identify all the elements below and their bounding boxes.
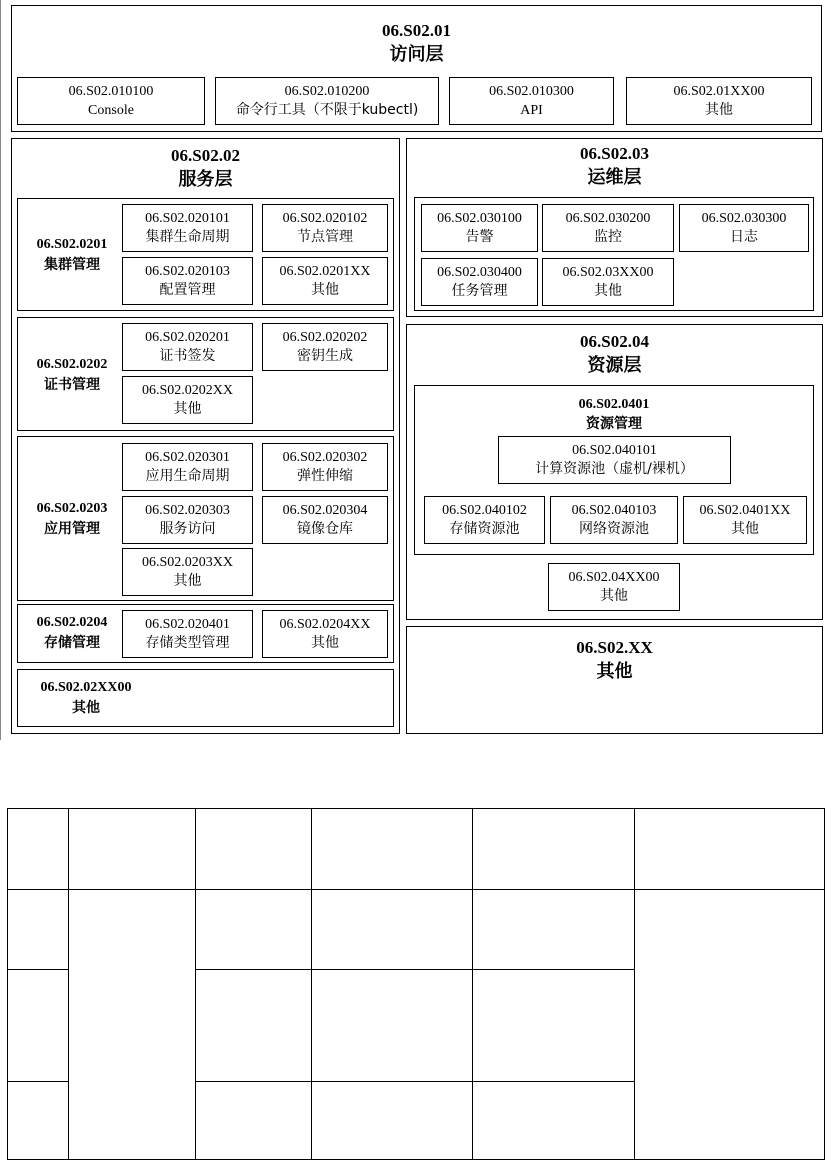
item-name: API bbox=[520, 103, 543, 118]
item-name: 其他 bbox=[594, 283, 622, 299]
item-name: 其他 bbox=[311, 635, 339, 651]
item-code: 06.S02.020102 bbox=[282, 211, 368, 226]
service-other-code: 06.S02.02XX00 bbox=[40, 680, 132, 695]
item-code: 06.S02.01XX00 bbox=[673, 84, 765, 99]
resource-layer-code: 06.S02.04 bbox=[580, 332, 649, 351]
item-name: 镜像仓库 bbox=[297, 521, 353, 537]
item-code: 06.S02.0204XX bbox=[279, 617, 371, 632]
cluster-other-box bbox=[262, 257, 388, 305]
storage-type-box bbox=[122, 610, 253, 658]
cert-issue-box bbox=[122, 323, 253, 371]
item-name: 集群生命周期 bbox=[145, 229, 230, 245]
item-name: 告警 bbox=[465, 229, 494, 245]
item-code: 06.S02.04XX00 bbox=[568, 570, 660, 585]
item-name: 任务管理 bbox=[451, 283, 508, 299]
item-name: 其他 bbox=[705, 102, 733, 118]
grid-vline bbox=[472, 809, 473, 1159]
item-code: 06.S02.020303 bbox=[145, 503, 230, 518]
ops-other-box bbox=[542, 258, 674, 306]
item-name: 存储资源池 bbox=[449, 521, 520, 537]
other-layer-code: 06.S02.XX bbox=[576, 638, 653, 657]
resource-layer-name: 资源层 bbox=[587, 355, 642, 376]
storage-mgmt-name: 存储管理 bbox=[44, 635, 100, 651]
other-layer-name: 其他 bbox=[596, 661, 633, 682]
item-code: 06.S02.040102 bbox=[442, 503, 527, 518]
cert-other-box bbox=[122, 376, 253, 424]
item-code: 06.S02.020103 bbox=[145, 264, 230, 279]
item-name: 节点管理 bbox=[297, 229, 353, 245]
service-other-title bbox=[30, 678, 142, 718]
item-name: 其他 bbox=[173, 401, 202, 417]
item-name: Console bbox=[88, 103, 134, 118]
item-code: 06.S02.0201XX bbox=[279, 264, 371, 279]
app-lifecycle-box bbox=[122, 443, 253, 491]
cluster-lifecycle-box bbox=[122, 204, 253, 252]
cert-mgmt-code: 06.S02.0202 bbox=[36, 357, 108, 372]
access-layer-title bbox=[12, 20, 821, 68]
storage-other-box bbox=[262, 610, 388, 658]
service-layer-title bbox=[12, 145, 399, 193]
task-mgmt-box bbox=[421, 258, 538, 306]
grid-hline bbox=[195, 969, 634, 970]
service-other-group bbox=[17, 669, 394, 727]
ops-layer-name: 运维层 bbox=[587, 167, 642, 188]
item-code: 06.S02.030400 bbox=[437, 265, 522, 280]
item-name: 服务访问 bbox=[159, 521, 216, 537]
storage-pool-box bbox=[424, 496, 545, 544]
cert-mgmt-name: 证书管理 bbox=[44, 377, 100, 393]
item-name: 配置管理 bbox=[159, 282, 216, 298]
item-name: 证书签发 bbox=[159, 348, 216, 364]
grid-vline bbox=[311, 809, 312, 1159]
access-cli-box bbox=[215, 77, 439, 125]
app-mgmt-name: 应用管理 bbox=[44, 521, 100, 537]
item-name: 密钥生成 bbox=[297, 348, 353, 364]
item-code: 06.S02.030200 bbox=[565, 211, 651, 226]
item-name: 其他 bbox=[311, 282, 339, 298]
monitor-box bbox=[542, 204, 674, 252]
cluster-mgmt-title bbox=[22, 235, 122, 275]
item-name: 应用生命周期 bbox=[145, 468, 230, 484]
item-code: 06.S02.040103 bbox=[571, 503, 657, 518]
access-other-box bbox=[626, 77, 812, 125]
resource-other-box bbox=[548, 563, 680, 611]
service-layer-code: 06.S02.02 bbox=[171, 146, 240, 165]
grid-hline bbox=[8, 969, 68, 970]
resource-mgmt-other-box bbox=[683, 496, 807, 544]
ops-layer-code: 06.S02.03 bbox=[580, 144, 649, 163]
access-layer-name: 访问层 bbox=[389, 44, 444, 65]
item-code: 06.S02.0202XX bbox=[141, 383, 233, 398]
item-name: 存储类型管理 bbox=[145, 635, 230, 651]
resource-mgmt-name: 资源管理 bbox=[586, 416, 642, 432]
item-code: 06.S02.03XX00 bbox=[562, 265, 654, 280]
image-edge-line bbox=[0, 0, 1, 740]
log-box bbox=[679, 204, 809, 252]
storage-mgmt-title bbox=[22, 613, 122, 653]
empty-grid-table bbox=[7, 808, 825, 1160]
other-layer bbox=[406, 626, 823, 734]
item-code: 06.S02.020101 bbox=[145, 211, 230, 226]
app-mgmt-code: 06.S02.0203 bbox=[36, 501, 108, 516]
item-code: 06.S02.020301 bbox=[145, 450, 230, 465]
item-code: 06.S02.020202 bbox=[282, 330, 368, 345]
access-layer-code: 06.S02.01 bbox=[382, 21, 451, 40]
item-code: 06.S02.030100 bbox=[437, 211, 522, 226]
other-layer-title bbox=[407, 637, 822, 685]
storage-mgmt-code: 06.S02.0204 bbox=[36, 615, 108, 630]
item-name: 监控 bbox=[594, 229, 622, 245]
item-code: 06.S02.030300 bbox=[701, 211, 787, 226]
app-other-box bbox=[122, 548, 253, 596]
resource-mgmt-title bbox=[415, 396, 813, 434]
item-name: 其他 bbox=[173, 573, 202, 589]
autoscale-box bbox=[262, 443, 388, 491]
item-code: 06.S02.0203XX bbox=[141, 555, 233, 570]
config-mgmt-box bbox=[122, 257, 253, 305]
ops-layer-title bbox=[407, 143, 822, 191]
app-mgmt-title bbox=[22, 499, 122, 539]
item-code: 06.S02.040101 bbox=[572, 443, 657, 458]
key-gen-box bbox=[262, 323, 388, 371]
item-name: 弹性伸缩 bbox=[297, 468, 353, 484]
image-repo-box bbox=[262, 496, 388, 544]
grid-hline bbox=[8, 889, 824, 890]
item-code: 06.S02.020304 bbox=[282, 503, 368, 518]
resource-layer-title bbox=[407, 331, 822, 379]
grid-hline bbox=[8, 1081, 68, 1082]
item-code: 06.S02.020401 bbox=[145, 617, 230, 632]
cluster-mgmt-code: 06.S02.0201 bbox=[36, 237, 108, 252]
item-name: 其他 bbox=[600, 588, 628, 604]
grid-hline bbox=[195, 1081, 634, 1082]
cluster-mgmt-name: 集群管理 bbox=[44, 257, 100, 273]
item-code: 06.S02.010100 bbox=[68, 84, 154, 99]
item-name: 其他 bbox=[731, 521, 759, 537]
network-pool-box bbox=[550, 496, 678, 544]
node-mgmt-box bbox=[262, 204, 388, 252]
compute-pool-box bbox=[498, 436, 731, 484]
grid-vline bbox=[68, 809, 69, 1159]
service-access-box bbox=[122, 496, 253, 544]
item-code: 06.S02.010300 bbox=[489, 84, 574, 99]
grid-vline bbox=[195, 809, 196, 1159]
item-name: 计算资源池（虚机/裸机） bbox=[535, 461, 694, 477]
alert-box bbox=[421, 204, 538, 252]
item-code: 06.S02.020302 bbox=[282, 450, 368, 465]
item-code: 06.S02.010200 bbox=[284, 84, 370, 99]
cert-mgmt-title bbox=[22, 355, 122, 395]
grid-vline bbox=[634, 809, 635, 1159]
item-name: 命令行工具（不限于kubectl) bbox=[235, 102, 419, 118]
item-name: 网络资源池 bbox=[579, 521, 649, 537]
access-console-box bbox=[17, 77, 205, 125]
item-code: 06.S02.020201 bbox=[145, 330, 230, 345]
service-other-name: 其他 bbox=[72, 700, 100, 716]
item-code: 06.S02.0401XX bbox=[699, 503, 791, 518]
access-api-box bbox=[449, 77, 614, 125]
service-layer-name: 服务层 bbox=[178, 169, 233, 190]
resource-mgmt-code: 06.S02.0401 bbox=[578, 397, 650, 412]
item-name: 日志 bbox=[730, 229, 758, 245]
